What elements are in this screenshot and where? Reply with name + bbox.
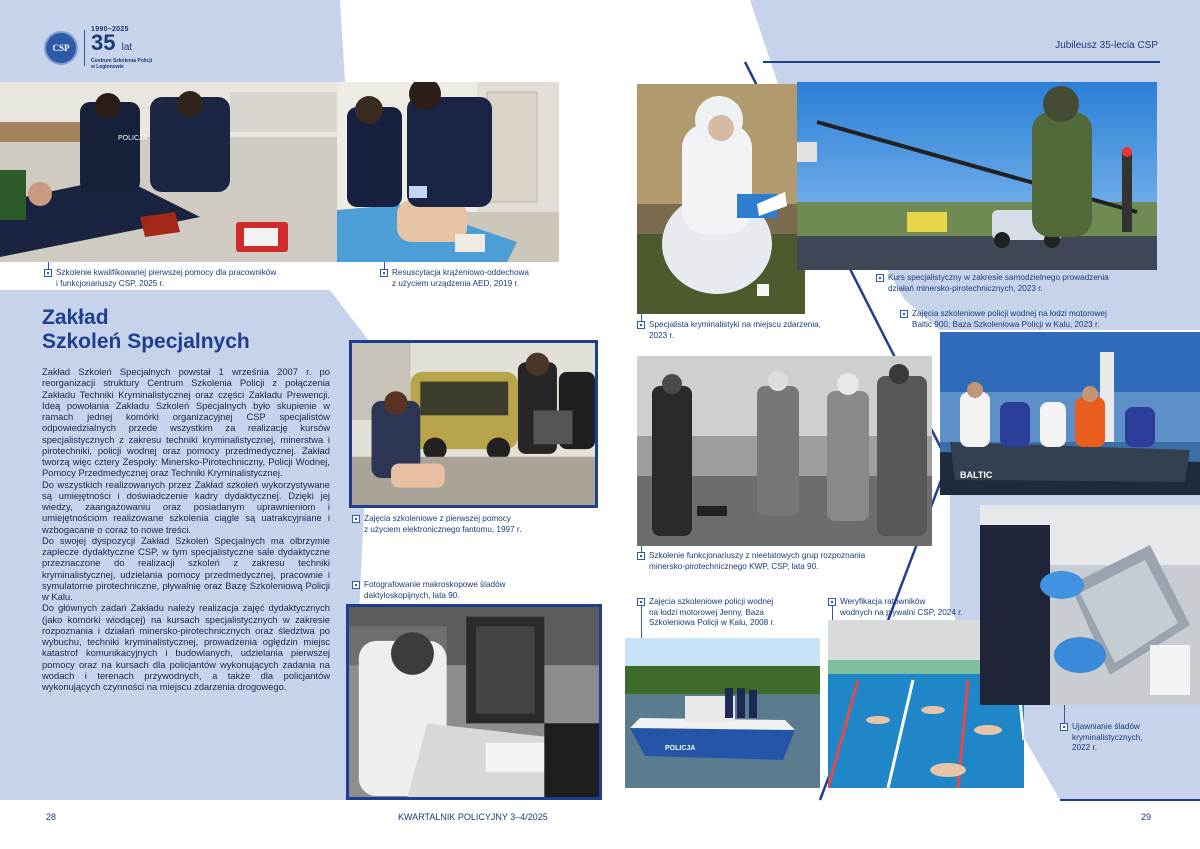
boat-name-label: BALTIC bbox=[960, 470, 993, 480]
caption-marker-icon bbox=[828, 598, 836, 606]
logo-divider bbox=[84, 30, 85, 66]
caption-leader-line bbox=[384, 262, 385, 270]
caption-forensic-traces bbox=[1060, 722, 1190, 754]
caption-pool-lifeguards bbox=[828, 597, 1018, 618]
page-number-left: 28 bbox=[46, 812, 57, 822]
logo-years: 1990–2025 bbox=[91, 26, 129, 33]
caption-marker-icon bbox=[44, 269, 52, 277]
article-body bbox=[42, 366, 330, 692]
logo-name-1: Centrum Szkolenia Policji bbox=[91, 58, 153, 64]
caption-first-aid-2025 bbox=[44, 268, 344, 289]
photo-forensic-specialist-2023 bbox=[637, 84, 805, 314]
caption-text: Specjalista kryminalistyki na miejscu zdarzenia, 2023 r. bbox=[649, 320, 822, 340]
caption-text: Kurs specjalistyczny w zakresie samodzielnego prowadzenia działań minersko-pirotechnicznych, 2023 r. bbox=[888, 273, 1109, 293]
photo-phantom-1997 bbox=[349, 340, 598, 508]
caption-eod-course bbox=[876, 273, 1176, 294]
caption-text: Fotografowanie makroskopowe śladów daktyloskopijnych, lata 90. bbox=[364, 580, 506, 600]
caption-eod-groups bbox=[637, 551, 937, 572]
photo-eod-course-2023 bbox=[797, 82, 1157, 270]
caption-leader-line bbox=[641, 314, 642, 322]
caption-marker-icon bbox=[352, 581, 360, 589]
caption-macro-fingerprints bbox=[352, 580, 592, 601]
article-paragraph: Zakład Szkoleń Specjalnych powstał 1 września 2007 r. po reorganizacji struktury Centrum Szkolenia Policji z połączenia Zakładu Techniki Kryminalistycznej oraz części Zakładu Prewencji. Ideą powołania Zakładu Szkoleń Specjalnych było skupienie w ramach jednej komórki organizacyjnej CSP specjalistów odpowiedzialnych przede wszystkim za realizację kursów specjalistycznych z zakresu techniki kryminalistycznej, minerstwa i pirotechniki, policji wodnej oraz pomocy przedmedycznej. Zakład tworzą więc cztery Zespoły: Minersko-Pirotechniczny, Policji Wodnej, Pomocy Przedmedycznej oraz Techniki Kryminalistycznej. bbox=[42, 366, 330, 479]
caption-leader-line bbox=[641, 546, 642, 553]
caption-marker-icon bbox=[900, 310, 908, 318]
caption-leader-line bbox=[832, 606, 833, 620]
caption-text: Zajęcia szkoleniowe policji wodnej na łodzi motorowej Jenny, Baza Szkoleniowa Policji w Kalu, 2008 r. bbox=[649, 597, 776, 627]
photo-first-aid-2025 bbox=[0, 82, 340, 262]
photo-macro-fingerprints-90s bbox=[346, 604, 602, 800]
article-paragraph: Do wszystkich realizowanych przez Zakład szkoleń wykorzystywane są umiejętności i doświadczenie kadry dydaktycznej. Dzięki jej wiedzy, zaangażowaniu oraz posiadanym uprawnieniom i umiejętnościom realizowane szkolenia ciągle są uatrakcyjniane i wzbogacane o coraz to nowe treści. bbox=[42, 478, 330, 535]
logo-unit: lat bbox=[121, 42, 133, 53]
csp-logo bbox=[44, 26, 152, 70]
caption-marker-icon bbox=[876, 274, 884, 282]
caption-marker-icon bbox=[637, 552, 645, 560]
caption-phantom-1997 bbox=[352, 514, 592, 535]
caption-leader-line bbox=[1064, 705, 1065, 724]
caption-text: Szkolenie funkcjonariuszy z nieetatowych grup rozpoznania minersko-pirotechnicznego KWP, CSP, lata 90. bbox=[649, 551, 866, 571]
caption-leader-line bbox=[48, 262, 49, 270]
caption-cpr-aed-2019 bbox=[380, 268, 590, 289]
csp-badge-icon: CSP bbox=[44, 31, 78, 65]
caption-marker-icon bbox=[380, 269, 388, 277]
running-header: Jubileusz 35-lecia CSP bbox=[1055, 40, 1158, 51]
caption-marker-icon bbox=[352, 515, 360, 523]
caption-text: Szkolenie kwalifikowanej pierwszej pomocy dla pracowników i funkcjonariuszy CSP, 2025 r. bbox=[56, 268, 277, 288]
caption-marker-icon bbox=[637, 321, 645, 329]
photo-boat-jenny-2008 bbox=[625, 638, 820, 788]
caption-text: Zajęcia szkoleniowe z pierwszej pomocy z użyciem elektronicznego fantomu, 1997 r. bbox=[364, 514, 522, 534]
logo-number-value: 35 bbox=[91, 30, 116, 55]
photo-eod-groups-90s bbox=[637, 356, 932, 546]
photo-water-police-2023 bbox=[940, 332, 1200, 495]
caption-forensic-specialist bbox=[637, 320, 877, 341]
caption-leader-line bbox=[641, 606, 642, 638]
page-number-right: 29 bbox=[1141, 812, 1152, 822]
caption-text: Zajęcia szkoleniowe policji wodnej na łodzi motorowej Baltic 900, Baza Szkoleniowa Policji w Kalu, 2023 r. bbox=[912, 309, 1107, 329]
photo-cpr-aed-2019 bbox=[337, 82, 559, 262]
caption-marker-icon bbox=[637, 598, 645, 606]
caption-marker-icon bbox=[1060, 723, 1068, 731]
article-title: Zakład Szkoleń Specjalnych bbox=[42, 306, 250, 353]
magazine-name: KWARTALNIK POLICYJNY 3–4/2025 bbox=[398, 812, 548, 822]
police-back-label: POLICJA bbox=[118, 135, 148, 142]
logo-number bbox=[91, 30, 152, 58]
logo-name-2: w Legionowie bbox=[91, 64, 124, 70]
logo-text bbox=[91, 26, 152, 70]
article-paragraph: Do głównych zadań Zakładu należy realizacja zajęć dydaktycznych (jako komórki wiodącej) na kursach specjalistycznych w zakresie rozpoznania i działań minersko-pirotechnicznych oraz śledztwa po wybuchu, techniki kryminalistycznej, prowadzenia oględzin miejsc katastrof komunikacyjnych i budowlanych, udzielania pierwszej pomocy oraz na kursach dla policjantów wykonujących zadania na wodach i terenach przywodnych, a także dla policjantów wykonujących czynności na miejscu zdarzenia drogowego. bbox=[42, 602, 330, 692]
caption-text: Resuscytacja krążeniowo-oddechowa z użyciem urządzenia AED, 2019 r. bbox=[392, 268, 529, 288]
caption-text: Weryfikacja ratowników wodnych na pływalni CSP, 2024 r. bbox=[840, 597, 963, 617]
caption-water-police-baltic bbox=[900, 309, 1190, 330]
caption-boat-jenny bbox=[637, 597, 817, 629]
boat-hull-label: POLICJA bbox=[665, 745, 696, 752]
article-paragraph: Do swojej dyspozycji Zakład Szkoleń Specjalnych ma olbrzymie zaplecze dydaktyczne CSP, w tym specjalistyczne sale dydaktyczne przeznaczone do realizacji szkoleń z zakresu techniki kryminalistycznej, udzielania pomocy przedmedycznej, pracownie i symulatorne pirotechniczne, pływalnię oraz Bazę Szkoleniową Policji w Kalu. bbox=[42, 534, 330, 602]
caption-text: Ujawnianie śladów kryminalistycznych, 2022 r. bbox=[1072, 722, 1143, 752]
